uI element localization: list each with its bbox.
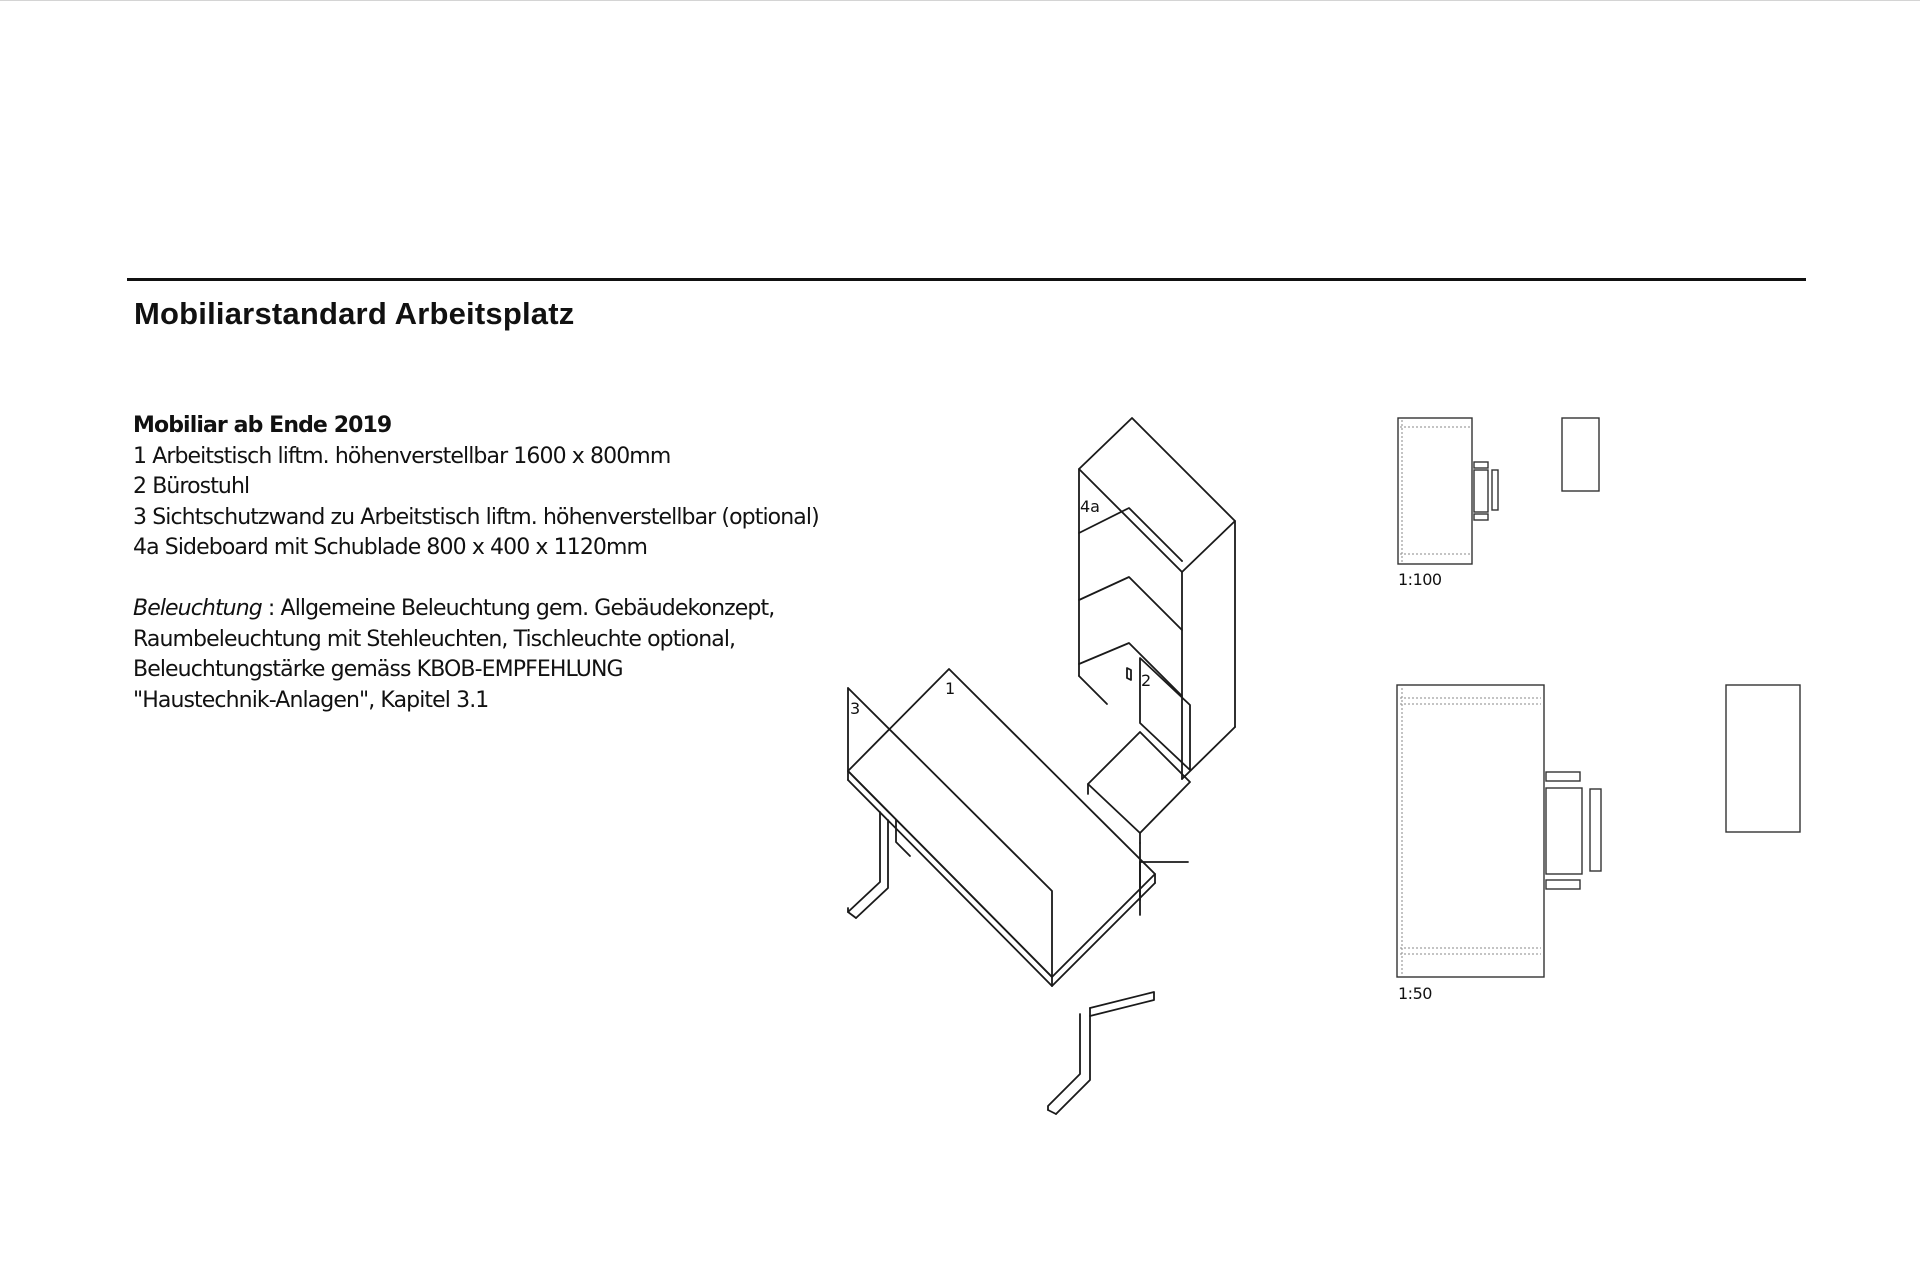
- plan-1-100: [1398, 418, 1599, 589]
- desk-1: [848, 669, 1155, 1114]
- plan-small-chair-back: [1492, 470, 1498, 510]
- plan-large-chair-arm-top: [1546, 772, 1580, 781]
- sideboard-4a: [1079, 418, 1235, 779]
- label-desk: 1: [945, 679, 956, 698]
- plan-small-chair-seat: [1474, 470, 1488, 512]
- lighting-text-1: : Allgemeine Beleuchtung gem. Gebäudekonzept,: [261, 596, 775, 621]
- lighting-line-3: Beleuchtungstärke gemäss KBOB-EMPFEHLUNG: [133, 657, 623, 682]
- plan-1-50: [1397, 685, 1800, 1003]
- plan-small-desk: [1398, 418, 1472, 564]
- spec-item-chair: 2 Bürostuhl: [133, 474, 250, 499]
- plan-small-chair-arm-top: [1474, 462, 1488, 468]
- label-chair: 2: [1141, 671, 1152, 690]
- plan-large-desk: [1397, 685, 1544, 977]
- desk-top: [848, 669, 1155, 977]
- scale-1-100: 1:100: [1398, 570, 1442, 589]
- office-chair-2: [1088, 658, 1190, 915]
- privacy-screen-3: [848, 688, 1052, 977]
- sideboard-handle: [1127, 668, 1131, 680]
- plan-small-chair-arm-bottom: [1474, 514, 1488, 520]
- plan-large-chair-seat: [1546, 788, 1582, 874]
- lighting-line-4: "Haustechnik-Anlagen", Kapitel 3.1: [133, 687, 489, 713]
- chair-seat: [1088, 732, 1190, 833]
- lighting-label: Beleuchtung: [133, 596, 262, 621]
- screen-panel: [848, 688, 1052, 977]
- spec-item-screen: 3 Sichtschutzwand zu Arbeitstisch liftm. höhenverstellbar (optional): [133, 504, 819, 530]
- plan-large-chair-arm-bottom: [1546, 880, 1580, 889]
- isometric-view: [848, 418, 1235, 1114]
- label-sideboard: 4a: [1080, 497, 1100, 516]
- page-title: Mobiliarstandard Arbeitsplatz: [134, 296, 575, 331]
- plan-large-chair-back: [1590, 789, 1601, 871]
- plan-small-sideboard: [1562, 418, 1599, 491]
- lighting-line-2: Raumbeleuchtung mit Stehleuchten, Tischleuchte optional,: [133, 626, 736, 652]
- spec-heading: Mobiliar ab Ende 2019: [133, 413, 392, 438]
- scale-1-50: 1:50: [1398, 984, 1432, 1003]
- sideboard-top: [1079, 418, 1235, 572]
- spec-item-desk: 1 Arbeitstisch liftm. höhenverstellbar 1600 x 800mm: [133, 443, 671, 469]
- spec-item-sideboard: 4a Sideboard mit Schublade 800 x 400 x 1120mm: [133, 535, 648, 560]
- plan-large-sideboard: [1726, 685, 1800, 832]
- label-screen: 3: [850, 699, 861, 718]
